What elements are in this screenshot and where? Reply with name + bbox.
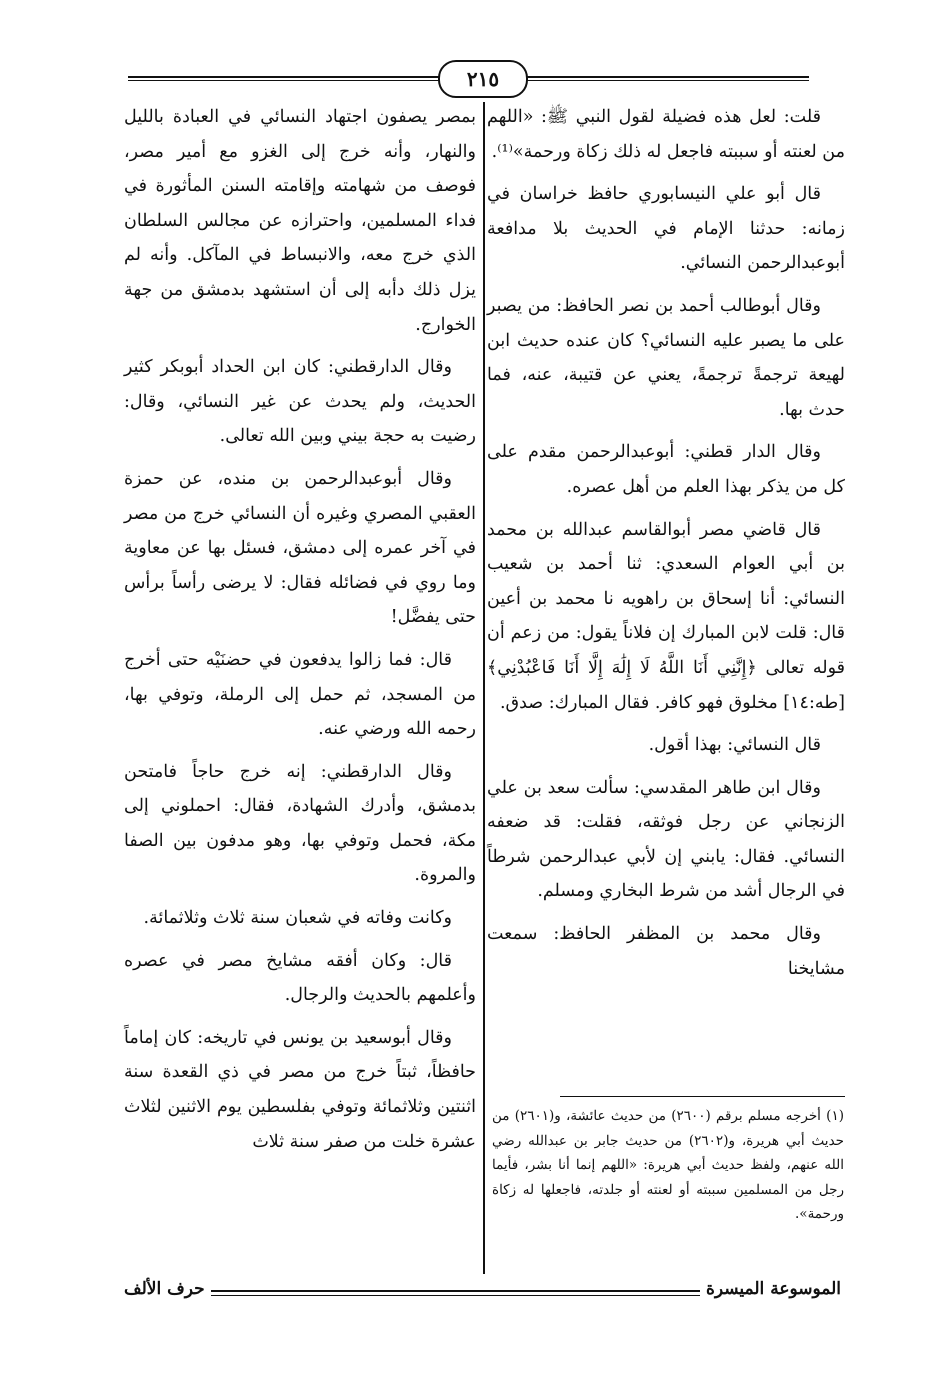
paragraph: وقال الدارقطني: كان ابن الحداد أبوبكر كثير الحديث، ولم يحدث عن غير النسائي، وقال: رضيت به حجة بيني وبين الله تعالى.	[124, 357, 476, 447]
paragraph: قال النسائي: بهذا أقول.	[648, 735, 821, 756]
paragraph: بمصر يصفون اجتهاد النسائي في العبادة بالليل والنهار، وأنه خرج إلى الغزو مع أمير مصر، فوصف من شهامته وإقامته السنن المأثورة في فداء المسلمين، واحترازه عن مجالس السلطان الذي خرج معه، والانبساط في المآكل. وأنه لم يزل ذلك دأبه إلى أن استشهد بدمشق من جهة الخوارج.	[124, 107, 476, 335]
paragraph: وقال الدار قطني: أبوعبدالرحمن مقدم على كل من يذكر بهذا العلم من أهل عصره.	[487, 442, 845, 497]
paragraph: وقال أبوعبدالرحمن بن منده، عن حمزة العقبي المصري وغيره أن النسائي خرج من مصر في آخر عمره إلى دمشق، فسئل بها عن معاوية وما روي في فضائله فقال: لا يرضى رأساً برأس حتى يفضَّل!	[124, 468, 476, 628]
paragraph: قال: وكان أفقه مشايخ مصر في عصره وأعلمهم بالحديث والرجال.	[124, 950, 476, 1006]
page-number: ٢١٥	[438, 60, 528, 98]
footnote-rule	[560, 1096, 845, 1097]
footnote: (١) أخرجه مسلم برقم (٢٦٠٠) من حديث عائشة، و(٢٦٠١) من حديث أبي هريرة، و(٢٦٠٢) من حديث جابر بن عبدالله رضي الله عنهم، ولفظ حديث أبي هريرة: «اللهم إنما أنا بشر، فأيما رجل من المسلمين سببته أو لعنته أو جلدته، فاجعلها له زكاة ورحمة».	[492, 1108, 844, 1222]
paragraph: وقال أبوسعيد بن يونس في تاريخه: كان إماماً حافظاً، ثبتاً خرج من مصر في ذي القعدة سنة اثنتين وثلاثمائة وتوفي بفلسطين يوم الاثنين لثلاث عشرة خلت من صفر سنة ثلاث	[124, 1027, 476, 1152]
paragraph: قال قاضي مصر أبوالقاسم عبدالله بن محمد بن أبي العوام السعدي: ثنا أحمد بن شعيب النسائي: أنا إسحاق بن راهويه نا محمد بن أعين قال: قلت لابن المبارك إن فلاناً يقول: من زعم أن قوله تعالى ﴿إِنَّنِي أَنَا اللَّهُ لَا إِلَٰهَ إِلَّا أَنَا فَاعْبُدْنِي﴾ [طه:١٤] مخلوق فهو كافر. فقال المبارك: صدق.	[487, 519, 845, 713]
paragraph: وقال الدارقطني: إنه خرج حاجاً فامتحن بدمشق، وأدرك الشهادة، فقال: احملوني إلى مكة، فحمل وتوفي بها، وهو مدفون بين الصفا والمروة.	[124, 761, 476, 886]
paragraph: وقال ابن طاهر المقدسي: سألت سعد بن علي الزنجاني عن رجل فوثقه، فقلت: قد ضعفه النسائي. فقال: يابني إن لأبي عبدالرحمن شرطاً في الرجال أشد من شرط البخاري ومسلم.	[487, 777, 845, 902]
paragraph: وكانت وفاته في شعبان سنة ثلاث وثلاثمائة.	[143, 908, 452, 929]
column-divider	[483, 102, 485, 1274]
paragraph: وقال أبوطالب أحمد بن نصر الحافظ: من يصبر على ما يصبر عليه النسائي؟ كان عنده حديث ابن لهيعة ترجمةً ترجمةً، يعني عن قتيبة، عنه، فما حدث بها.	[487, 295, 845, 420]
footer-section-title: حرف الألف	[118, 1274, 211, 1304]
footer-book-title: الموسوعة الميسرة	[700, 1274, 847, 1304]
paragraph: وقال محمد بن المظفر الحافظ: سمعت مشايخنا	[487, 924, 845, 979]
paragraph: قال: فما زالوا يدفعون في حضنَيْه حتى أخرج من المسجد، ثم حمل إلى الرملة، وتوفي بها، رحمه الله ورضي عنه.	[124, 649, 476, 740]
page-number-header	[0, 58, 937, 98]
right-column	[487, 100, 845, 994]
paragraph: قال أبو علي النيسابوري حافظ خراسان في زمانه: حدثنا الإمام في الحديث بلا مدافعة أبوعبدالرحمن النسائي.	[487, 184, 845, 274]
paragraph: قلت: لعل هذه فضيلة لقول النبي ﷺ: «اللهم من لعنته أو سببته فاجعل له ذلك زكاة ورحمة»⁽¹⁾.	[487, 107, 845, 162]
left-column	[124, 100, 476, 1167]
